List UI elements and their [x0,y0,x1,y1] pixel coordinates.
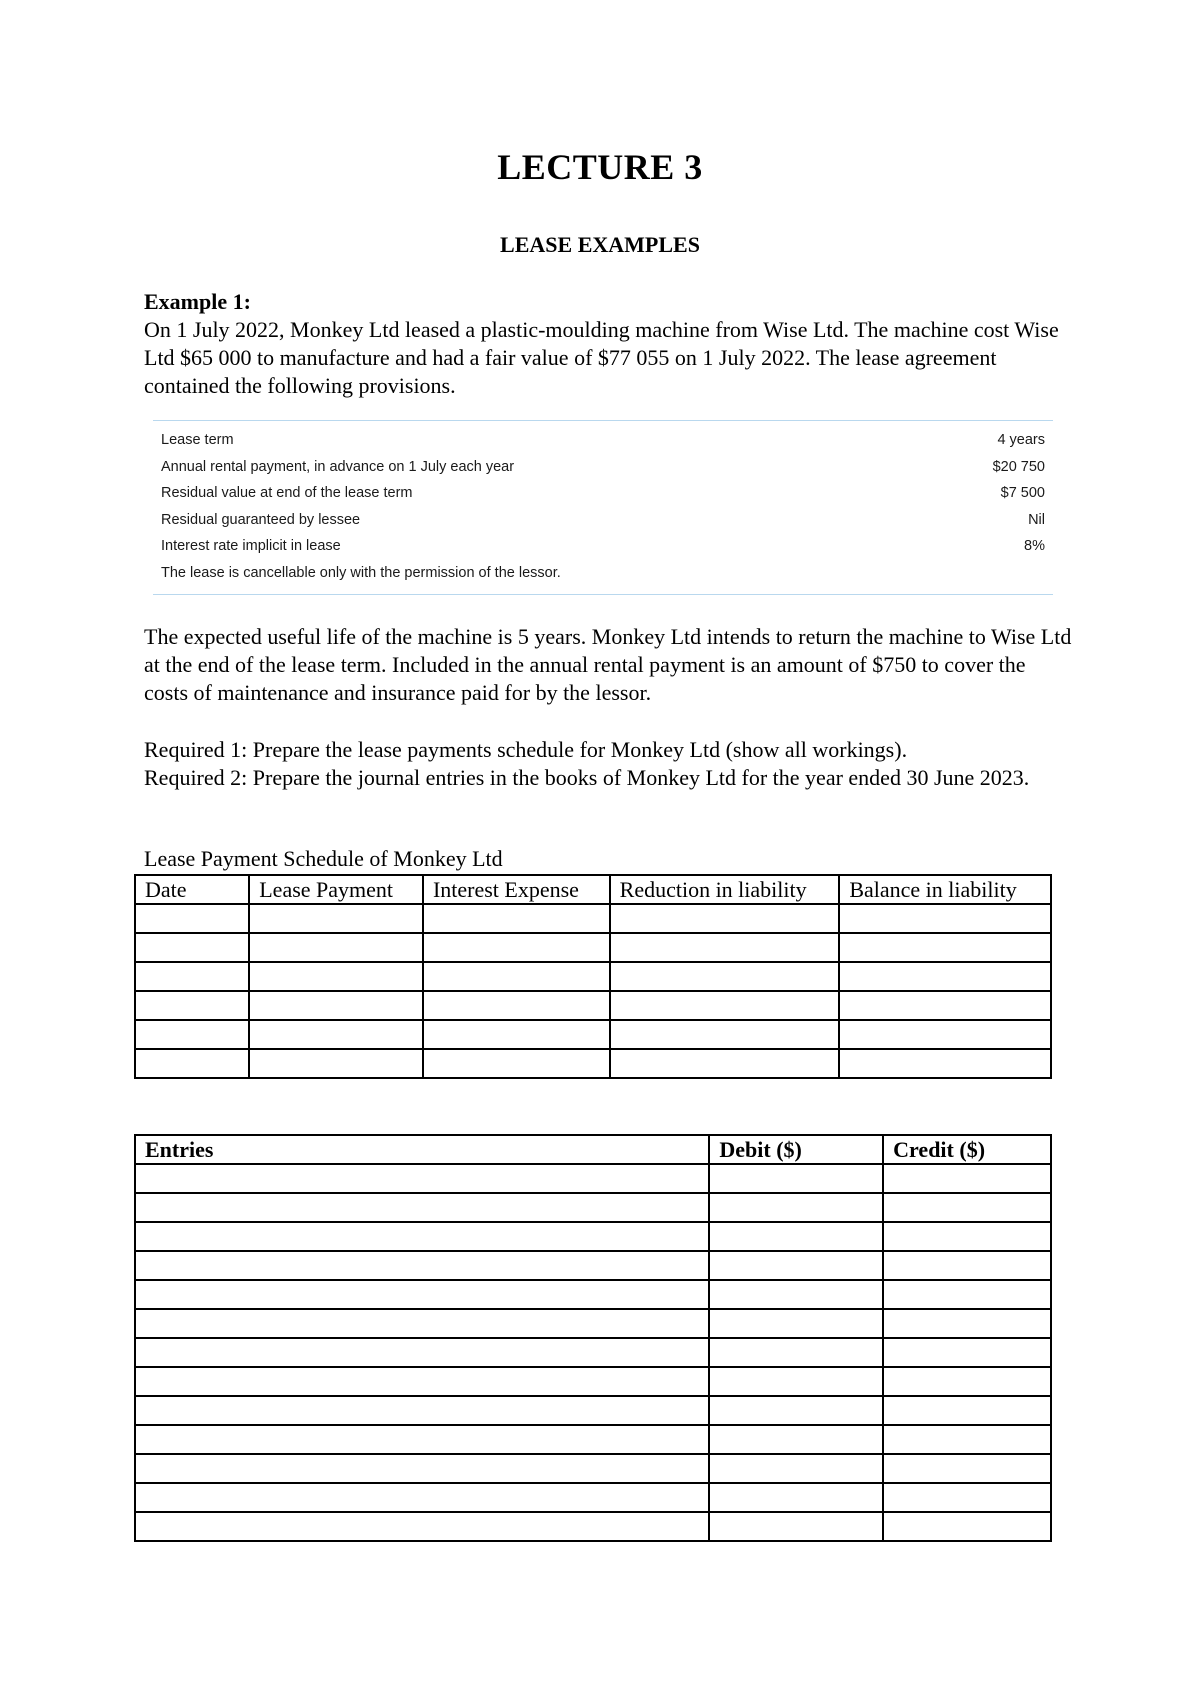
schedule-blank-cell[interactable] [423,991,610,1020]
entries-blank-cell[interactable] [883,1454,1051,1483]
table-row [135,1222,1051,1251]
entries-blank-cell[interactable] [709,1367,883,1396]
entries-blank-cell[interactable] [709,1251,883,1280]
table-row [135,1367,1051,1396]
entries-blank-cell[interactable] [709,1454,883,1483]
schedule-blank-cell[interactable] [135,962,249,991]
schedule-blank-cell[interactable] [249,904,423,933]
provision-label: The lease is cancellable only with the permission of the lessor. [161,564,561,581]
provision-value: 4 years [997,432,1045,448]
schedule-blank-cell[interactable] [839,991,1051,1020]
example-section [144,288,1074,400]
provision-row [153,480,1053,507]
schedule-header-cell: Lease Payment [249,875,423,904]
page-subtitle: LEASE EXAMPLES [500,232,700,257]
entries-blank-cell[interactable] [135,1222,709,1251]
table-row [135,1251,1051,1280]
entries-blank-cell[interactable] [709,1193,883,1222]
table-row [135,1425,1051,1454]
entries-blank-cell[interactable] [883,1280,1051,1309]
table-row [135,933,1051,962]
entries-header-cell: Entries [135,1135,709,1164]
entries-blank-cell[interactable] [135,1483,709,1512]
schedule-blank-cell[interactable] [610,933,840,962]
required-1: Required 1: Prepare the lease payments schedule for Monkey Ltd (show all workings). [144,737,908,762]
provision-label: Annual rental payment, in advance on 1 July each year [161,458,515,475]
schedule-header-cell: Balance in liability [839,875,1051,904]
provision-row [153,427,1053,454]
table-row [135,1020,1051,1049]
table-row [135,1309,1051,1338]
provision-row [153,507,1053,534]
entries-blank-cell[interactable] [883,1251,1051,1280]
table-row [135,904,1051,933]
schedule-blank-cell[interactable] [839,962,1051,991]
entries-blank-cell[interactable] [135,1193,709,1222]
entries-blank-cell[interactable] [883,1396,1051,1425]
schedule-blank-cell[interactable] [135,933,249,962]
entries-blank-cell[interactable] [135,1309,709,1338]
schedule-blank-cell[interactable] [610,904,840,933]
table-row [135,962,1051,991]
schedule-blank-cell[interactable] [249,1049,423,1078]
schedule-blank-cell[interactable] [610,1020,840,1049]
entries-blank-cell[interactable] [883,1367,1051,1396]
entries-blank-cell[interactable] [135,1512,709,1541]
schedule-blank-cell[interactable] [839,1049,1051,1078]
lease-payment-schedule-table [134,874,1052,1079]
entries-blank-cell[interactable] [135,1251,709,1280]
provision-label: Residual value at end of the lease term [161,485,413,501]
provision-label: Residual guaranteed by lessee [161,511,361,528]
entries-blank-cell[interactable] [709,1222,883,1251]
entries-blank-cell[interactable] [135,1396,709,1425]
schedule-blank-cell[interactable] [135,1020,249,1049]
schedule-blank-cell[interactable] [423,933,610,962]
provision-value: 8% [1024,538,1045,554]
schedule-blank-cell[interactable] [839,1020,1051,1049]
schedule-blank-cell[interactable] [839,904,1051,933]
entries-blank-cell[interactable] [883,1425,1051,1454]
schedule-header-row [135,875,1051,904]
schedule-blank-cell[interactable] [423,962,610,991]
schedule-blank-cell[interactable] [249,962,423,991]
entries-blank-cell[interactable] [883,1193,1051,1222]
provision-value: $7 500 [1000,485,1045,501]
provision-value: Nil [1028,511,1045,528]
table-row [135,1454,1051,1483]
entries-blank-cell[interactable] [135,1367,709,1396]
table-row [135,1164,1051,1193]
provision-value: $20 750 [992,458,1045,475]
schedule-blank-cell[interactable] [839,933,1051,962]
schedule-header-cell: Interest Expense [423,875,610,904]
entries-blank-cell[interactable] [709,1280,883,1309]
entries-header-cell: Credit ($) [883,1135,1051,1164]
schedule-blank-cell[interactable] [249,1020,423,1049]
entries-header-row [135,1135,1051,1164]
entries-blank-cell[interactable] [135,1425,709,1454]
schedule-blank-cell[interactable] [135,904,249,933]
entries-blank-cell[interactable] [709,1512,883,1541]
schedule-blank-cell[interactable] [135,991,249,1020]
entries-blank-cell[interactable] [709,1164,883,1193]
entries-blank-cell[interactable] [883,1483,1051,1512]
provision-row [153,560,1053,587]
entries-blank-cell[interactable] [883,1164,1051,1193]
paragraph-useful-life: The expected useful life of the machine is 5 years. Monkey Ltd intends to return the machine to Wise Ltd at the end of the lease term. Included in the annual rental payment is an amount of $750 to cover the costs of maintenance and insurance paid for by the lessor. [144,624,1072,705]
table-row [135,1280,1051,1309]
page-title: LECTURE 3 [497,147,703,187]
provision-label: Interest rate implicit in lease [161,538,341,554]
entries-header-cell: Debit ($) [709,1135,883,1164]
entries-blank-cell[interactable] [883,1512,1051,1541]
table-row [135,1193,1051,1222]
schedule-blank-cell[interactable] [135,1049,249,1078]
entries-blank-cell[interactable] [709,1338,883,1367]
journal-entries-table [134,1134,1052,1542]
schedule-blank-cell[interactable] [610,991,840,1020]
table-row [135,1483,1051,1512]
entries-blank-cell[interactable] [135,1164,709,1193]
entries-blank-cell[interactable] [709,1309,883,1338]
schedule-caption: Lease Payment Schedule of Monkey Ltd [144,846,503,871]
entries-blank-cell[interactable] [135,1280,709,1309]
entries-blank-cell[interactable] [883,1222,1051,1251]
schedule-header-cell: Reduction in liability [610,875,840,904]
provision-row [153,533,1053,560]
schedule-blank-cell[interactable] [423,1020,610,1049]
table-row [135,1396,1051,1425]
entries-blank-cell[interactable] [135,1338,709,1367]
schedule-blank-cell[interactable] [610,962,840,991]
required-2: Required 2: Prepare the journal entries in the books of Monkey Ltd for the year ended 30 June 2023. [144,765,1030,790]
schedule-blank-cell[interactable] [423,1049,610,1078]
schedule-blank-cell[interactable] [249,991,423,1020]
provision-row [153,454,1053,481]
provision-label: Lease term [161,432,234,448]
entries-blank-cell[interactable] [709,1425,883,1454]
example-heading: Example 1: [144,289,251,314]
entries-blank-cell[interactable] [883,1338,1051,1367]
entries-blank-cell[interactable] [883,1309,1051,1338]
entries-blank-cell[interactable] [709,1483,883,1512]
schedule-header-cell: Date [135,875,249,904]
entries-blank-cell[interactable] [709,1396,883,1425]
table-row [135,1338,1051,1367]
table-row [135,1512,1051,1541]
schedule-blank-cell[interactable] [610,1049,840,1078]
requirements [144,736,1074,792]
table-row [135,991,1051,1020]
schedule-blank-cell[interactable] [423,904,610,933]
lease-provisions-table [153,420,1053,595]
entries-blank-cell[interactable] [135,1454,709,1483]
schedule-blank-cell[interactable] [249,933,423,962]
example-intro: On 1 July 2022, Monkey Ltd leased a plastic-moulding machine from Wise Ltd. The machine cost Wise Ltd $65 000 to manufacture and had a fair value of $77 055 on 1 July 2022. The lease agreement contained the following provisions. [144,317,1059,398]
table-row [135,1049,1051,1078]
